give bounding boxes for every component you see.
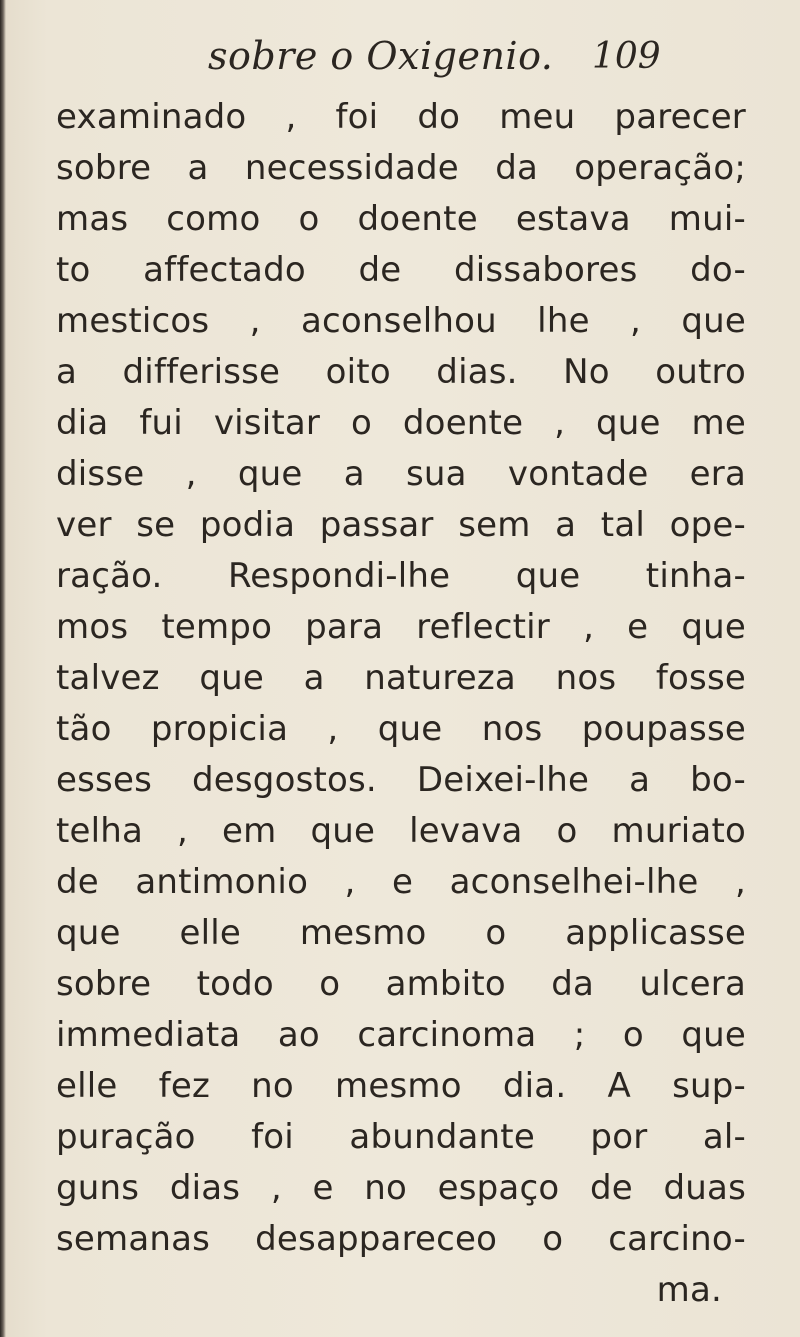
text-line: mos tempo para reflectir , e que — [56, 607, 746, 647]
text-line: immediata ao carcinoma ; o que — [56, 1015, 746, 1055]
text-line: talvez que a natureza nos fosse — [56, 658, 746, 698]
running-head — [0, 34, 800, 84]
text-line: to affectado de dissabores do- — [56, 250, 746, 290]
page-edge-shadow — [0, 0, 6, 1337]
text-line: disse , que a sua vontade era — [56, 454, 746, 494]
text-line: mas como o doente estava mui- — [56, 199, 746, 239]
text-line: tão propicia , que nos poupasse — [56, 709, 746, 749]
text-line: elle fez no mesmo dia. A sup- — [56, 1066, 746, 1106]
text-line: ver se podia passar sem a tal ope- — [56, 505, 746, 545]
text-line: semanas desappareceo o carcino- — [56, 1219, 746, 1259]
catchword-line: ma. — [656, 1270, 722, 1310]
page-number: 109 — [592, 36, 661, 77]
text-line: a differisse oito dias. No outro — [56, 352, 746, 392]
text-line: que elle mesmo o applicasse — [56, 913, 746, 953]
running-head-title: sobre o Oxigenio. — [208, 34, 554, 78]
text-line: esses desgostos. Deixei-lhe a bo- — [56, 760, 746, 800]
text-line: sobre todo o ambito da ulcera — [56, 964, 746, 1004]
body-text — [56, 92, 746, 1316]
text-line: sobre a necessidade da operação; — [56, 148, 746, 188]
text-line: mesticos , aconselhou lhe , que — [56, 301, 746, 341]
text-line: examinado , foi do meu parecer — [56, 97, 746, 137]
text-line: guns dias , e no espaço de duas — [56, 1168, 746, 1208]
text-line: puração foi abundante por al- — [56, 1117, 746, 1157]
text-line: de antimonio , e aconselhei-lhe , — [56, 862, 746, 902]
text-line: ração. Respondi-lhe que tinha- — [56, 556, 746, 596]
text-line: dia fui visitar o doente , que me — [56, 403, 746, 443]
text-line: telha , em que levava o muriato — [56, 811, 746, 851]
